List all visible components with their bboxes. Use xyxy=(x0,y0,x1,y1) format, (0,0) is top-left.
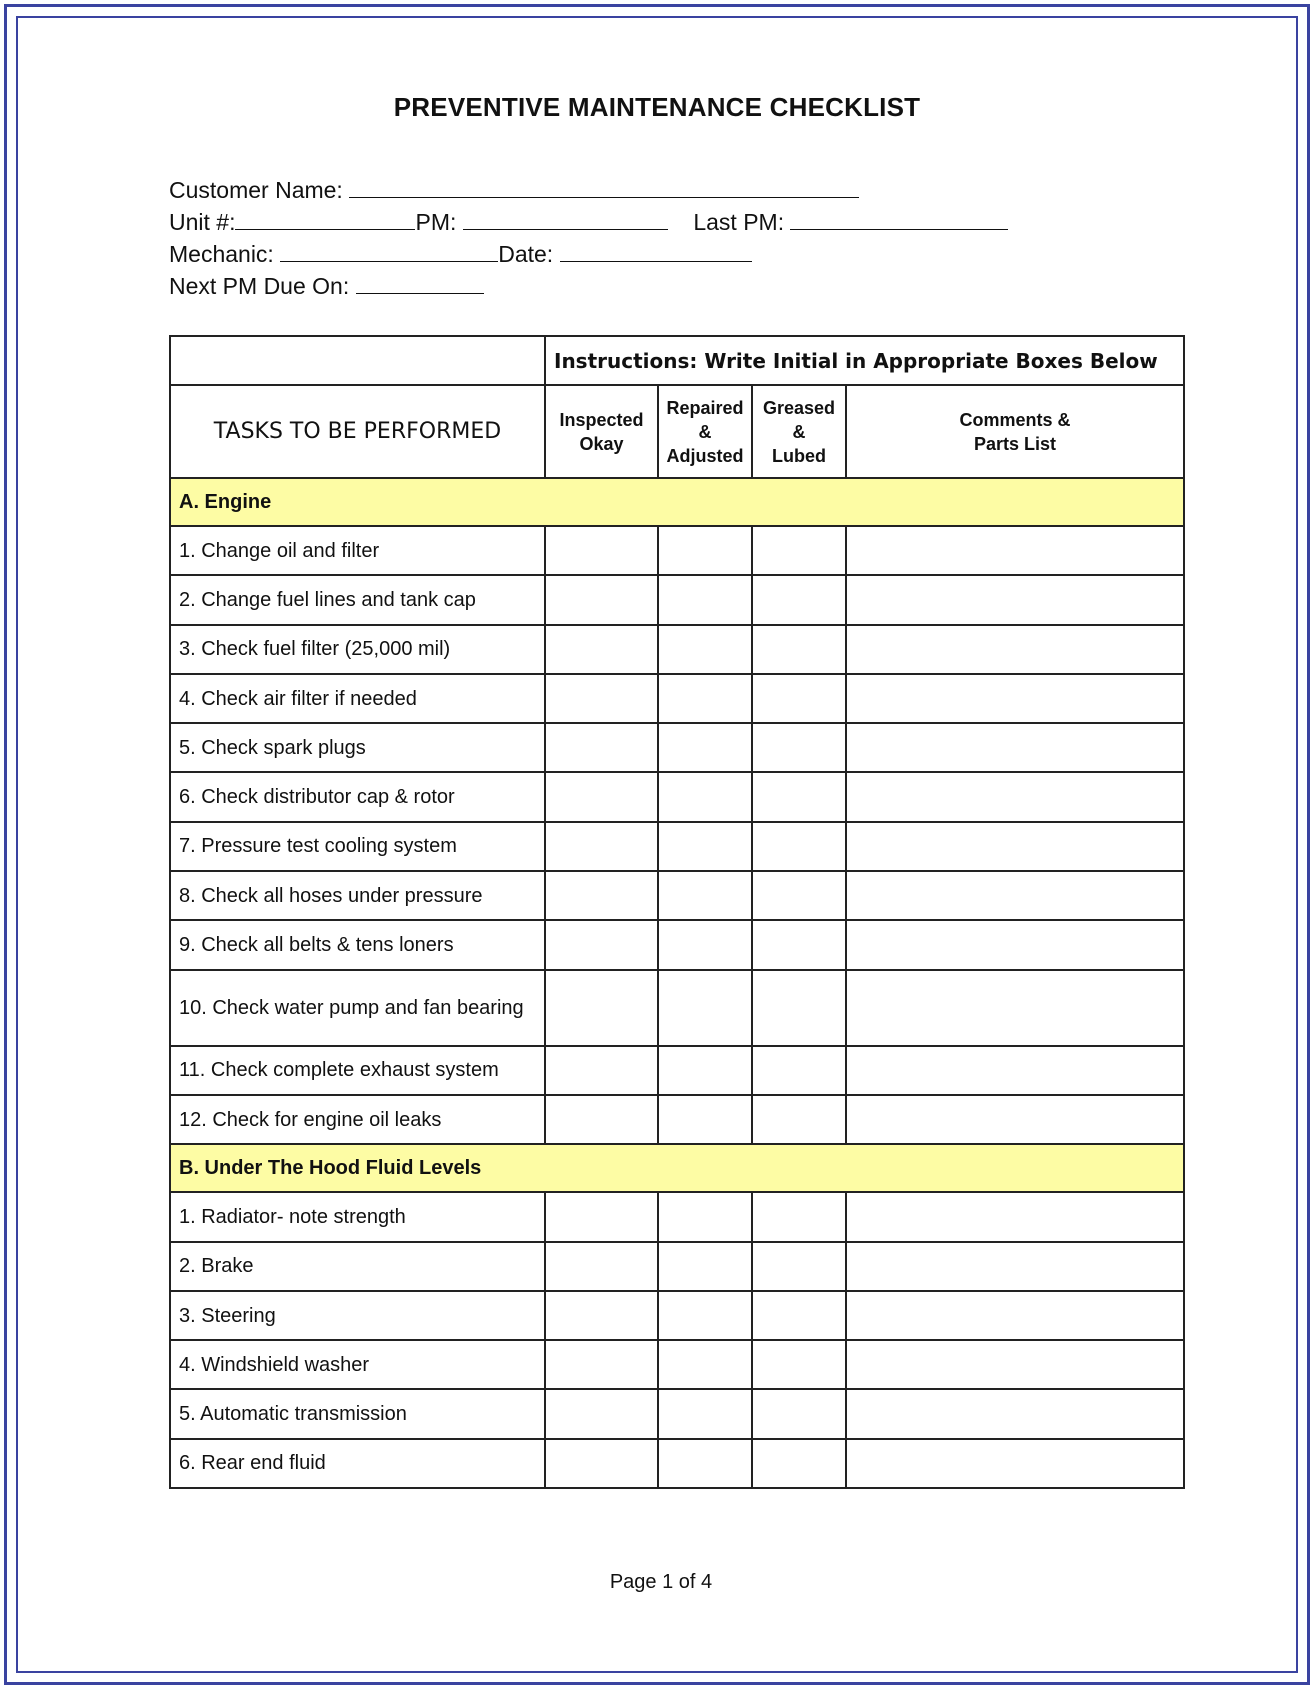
table-row xyxy=(170,772,1184,821)
task-label: 5. Automatic transmission xyxy=(170,1389,545,1438)
greased-cell[interactable] xyxy=(752,1192,846,1241)
checklist-table xyxy=(169,335,1185,1489)
comments-cell[interactable] xyxy=(846,526,1184,575)
task-label: 9. Check all belts & tens loners xyxy=(170,920,545,969)
task-label: 6. Check distributor cap & rotor xyxy=(170,772,545,821)
repaired-cell[interactable] xyxy=(658,674,752,723)
task-label: 3. Check fuel filter (25,000 mil) xyxy=(170,625,545,674)
inspected-cell[interactable] xyxy=(545,723,658,772)
table-row xyxy=(170,625,1184,674)
section-row xyxy=(170,478,1184,526)
table-row xyxy=(170,526,1184,575)
comments-cell[interactable] xyxy=(846,772,1184,821)
comments-cell[interactable] xyxy=(846,1291,1184,1340)
repaired-amp: & xyxy=(698,421,712,442)
inspected-cell[interactable] xyxy=(545,1242,658,1291)
tasks-header: TASKS TO BE PERFORMED xyxy=(170,385,545,478)
comments-cell[interactable] xyxy=(846,1389,1184,1438)
comments-cell[interactable] xyxy=(846,723,1184,772)
customer-name-label: Customer Name: xyxy=(169,177,343,203)
repaired-cell[interactable] xyxy=(658,970,752,1046)
date-label: Date: xyxy=(498,241,554,267)
table-row xyxy=(170,575,1184,624)
comments-cell[interactable] xyxy=(846,1046,1184,1095)
unit-field[interactable] xyxy=(235,209,415,230)
greased-cell[interactable] xyxy=(752,822,846,871)
table-row xyxy=(170,871,1184,920)
task-label: 6. Rear end fluid xyxy=(170,1439,545,1488)
task-label: 3. Steering xyxy=(170,1291,545,1340)
repaired-cell[interactable] xyxy=(658,920,752,969)
adjusted-label: Adjusted xyxy=(666,445,744,466)
repaired-cell[interactable] xyxy=(658,772,752,821)
engine-tasks xyxy=(170,526,1184,1144)
inspected-cell[interactable] xyxy=(545,871,658,920)
greased-cell[interactable] xyxy=(752,674,846,723)
task-label: 5. Check spark plugs xyxy=(170,723,545,772)
greased-cell[interactable] xyxy=(752,1242,846,1291)
inspected-label: Inspected xyxy=(559,409,644,430)
inspected-cell[interactable] xyxy=(545,1439,658,1488)
table-row xyxy=(170,1095,1184,1144)
inspected-cell[interactable] xyxy=(545,1095,658,1144)
last-pm-field[interactable] xyxy=(790,209,1008,230)
comments-cell[interactable] xyxy=(846,1192,1184,1241)
repaired-label: Repaired xyxy=(666,397,744,418)
customer-name-field[interactable] xyxy=(349,177,859,198)
repaired-cell[interactable] xyxy=(658,1291,752,1340)
table-row xyxy=(170,1389,1184,1438)
task-label: 11. Check complete exhaust system xyxy=(170,1046,545,1095)
greased-cell[interactable] xyxy=(752,625,846,674)
task-label: 10. Check water pump and fan bearing xyxy=(170,970,545,1046)
table-row xyxy=(170,674,1184,723)
customer-name-row xyxy=(169,174,1008,206)
task-label: 1. Radiator- note strength xyxy=(170,1192,545,1241)
repaired-adjusted-header xyxy=(658,385,752,478)
section-fluid-levels: B. Under The Hood Fluid Levels xyxy=(170,1144,1184,1192)
repaired-cell[interactable] xyxy=(658,526,752,575)
fluid-tasks xyxy=(170,1192,1184,1488)
comments-cell[interactable] xyxy=(846,1340,1184,1389)
repaired-cell[interactable] xyxy=(658,822,752,871)
next-pm-field[interactable] xyxy=(356,273,484,294)
inspected-cell[interactable] xyxy=(545,970,658,1046)
table-row xyxy=(170,970,1184,1046)
table-row xyxy=(170,822,1184,871)
greased-cell[interactable] xyxy=(752,1340,846,1389)
repaired-cell[interactable] xyxy=(658,575,752,624)
repaired-cell[interactable] xyxy=(658,1242,752,1291)
greased-cell[interactable] xyxy=(752,970,846,1046)
greased-cell[interactable] xyxy=(752,723,846,772)
comments-cell[interactable] xyxy=(846,1242,1184,1291)
okay-label: Okay xyxy=(579,433,624,454)
next-pm-row xyxy=(169,270,1008,302)
page-title: PREVENTIVE MAINTENANCE CHECKLIST xyxy=(393,92,921,122)
section-row xyxy=(170,1144,1184,1192)
inspected-okay-header xyxy=(545,385,658,478)
comments-label: Comments & xyxy=(959,409,1071,430)
mechanic-date-row xyxy=(169,238,1008,270)
inspected-cell[interactable] xyxy=(545,674,658,723)
parts-list-label: Parts List xyxy=(974,433,1057,454)
inspected-cell[interactable] xyxy=(545,822,658,871)
blank-cell xyxy=(170,336,545,385)
table-row xyxy=(170,1242,1184,1291)
greased-cell[interactable] xyxy=(752,526,846,575)
table-row xyxy=(170,1291,1184,1340)
comments-cell[interactable] xyxy=(846,822,1184,871)
greased-cell[interactable] xyxy=(752,1439,846,1488)
table-row xyxy=(170,723,1184,772)
table-row xyxy=(170,1439,1184,1488)
date-field[interactable] xyxy=(560,241,752,262)
repaired-cell[interactable] xyxy=(658,1340,752,1389)
task-label: 4. Check air filter if needed xyxy=(170,674,545,723)
inspected-cell[interactable] xyxy=(545,1291,658,1340)
comments-cell[interactable] xyxy=(846,1439,1184,1488)
inspected-cell[interactable] xyxy=(545,772,658,821)
greased-cell[interactable] xyxy=(752,920,846,969)
repaired-cell[interactable] xyxy=(658,1192,752,1241)
greased-cell[interactable] xyxy=(752,1095,846,1144)
inspected-cell[interactable] xyxy=(545,1192,658,1241)
task-label: 1. Change oil and filter xyxy=(170,526,545,575)
task-label: 12. Check for engine oil leaks xyxy=(170,1095,545,1144)
header-fields xyxy=(169,174,1008,302)
repaired-cell[interactable] xyxy=(658,723,752,772)
inspected-cell[interactable] xyxy=(545,1389,658,1438)
instructions-text: Instructions: Write Initial in Appropriate Boxes Below xyxy=(545,336,1184,385)
inspected-cell[interactable] xyxy=(545,1046,658,1095)
comments-header xyxy=(846,385,1184,478)
greased-cell[interactable] xyxy=(752,1389,846,1438)
repaired-cell[interactable] xyxy=(658,1439,752,1488)
last-pm-label: Last PM: xyxy=(693,209,785,235)
column-header-row xyxy=(170,385,1184,478)
repaired-cell[interactable] xyxy=(658,1046,752,1095)
greased-label: Greased xyxy=(762,397,836,418)
greased-cell[interactable] xyxy=(752,1291,846,1340)
page-footer: Page 1 of 4 xyxy=(609,1571,713,1593)
task-label: 2. Brake xyxy=(170,1242,545,1291)
pm-label: PM: xyxy=(415,209,457,235)
task-label: 8. Check all hoses under pressure xyxy=(170,871,545,920)
greased-lubed-header xyxy=(752,385,846,478)
table-row xyxy=(170,1340,1184,1389)
task-label: 4. Windshield washer xyxy=(170,1340,545,1389)
greased-cell[interactable] xyxy=(752,871,846,920)
greased-amp: & xyxy=(792,421,806,442)
comments-cell[interactable] xyxy=(846,920,1184,969)
comments-cell[interactable] xyxy=(846,1095,1184,1144)
table-row xyxy=(170,920,1184,969)
inspected-cell[interactable] xyxy=(545,1340,658,1389)
comments-cell[interactable] xyxy=(846,674,1184,723)
greased-cell[interactable] xyxy=(752,772,846,821)
comments-cell[interactable] xyxy=(846,871,1184,920)
task-label: 2. Change fuel lines and tank cap xyxy=(170,575,545,624)
pm-field[interactable] xyxy=(463,209,668,230)
inspected-cell[interactable] xyxy=(545,575,658,624)
lubed-label: Lubed xyxy=(772,445,826,466)
mechanic-label: Mechanic: xyxy=(169,241,274,267)
unit-label: Unit #: xyxy=(169,209,236,235)
inspected-cell[interactable] xyxy=(545,526,658,575)
inspected-cell[interactable] xyxy=(545,625,658,674)
comments-cell[interactable] xyxy=(846,575,1184,624)
repaired-cell[interactable] xyxy=(658,1095,752,1144)
instructions-row xyxy=(170,336,1184,385)
mechanic-field[interactable] xyxy=(280,241,498,262)
comments-cell[interactable] xyxy=(846,970,1184,1046)
repaired-cell[interactable] xyxy=(658,871,752,920)
task-label: 7. Pressure test cooling system xyxy=(170,822,545,871)
repaired-cell[interactable] xyxy=(658,1389,752,1438)
inspected-cell[interactable] xyxy=(545,920,658,969)
unit-pm-row xyxy=(169,206,1008,238)
table-row xyxy=(170,1192,1184,1241)
next-pm-label: Next PM Due On: xyxy=(169,273,350,299)
table-row xyxy=(170,1046,1184,1095)
repaired-cell[interactable] xyxy=(658,625,752,674)
greased-cell[interactable] xyxy=(752,1046,846,1095)
greased-cell[interactable] xyxy=(752,575,846,624)
comments-cell[interactable] xyxy=(846,625,1184,674)
section-engine: A. Engine xyxy=(170,478,1184,526)
